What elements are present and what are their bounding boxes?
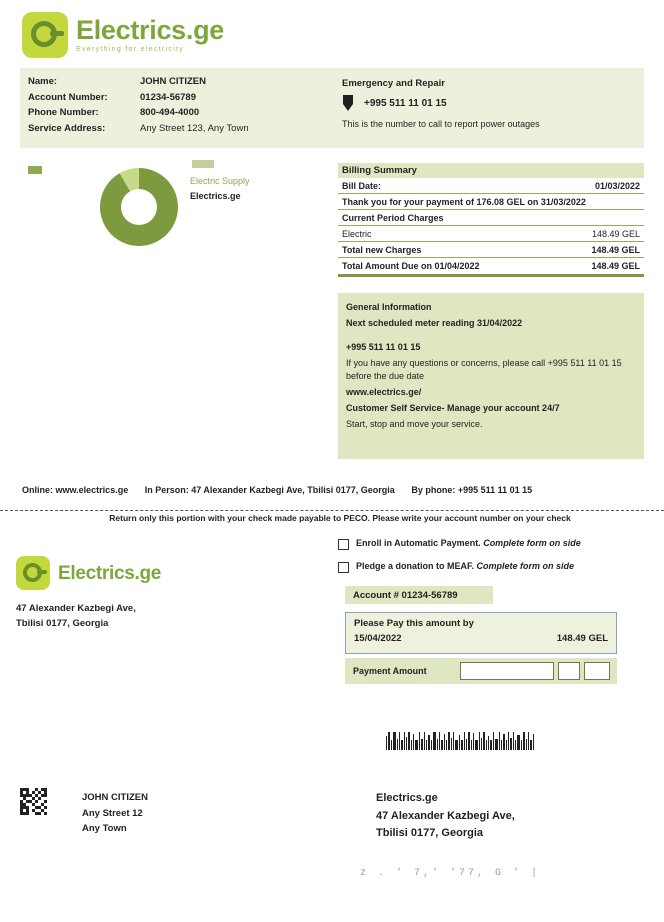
- general-information-panel: [338, 293, 644, 459]
- customer-address-row: [28, 123, 249, 134]
- payment-thanks: Thank you for your payment of 176.08 GEL on 31/03/2022: [338, 194, 644, 210]
- logo-name: Electrics.ge: [76, 15, 224, 45]
- company-logo: [22, 12, 224, 58]
- bill-date-row: [338, 178, 644, 194]
- general-info-website[interactable]: www.electrics.ge/: [346, 387, 422, 398]
- customer-name-value: JOHN CITIZEN: [140, 76, 206, 87]
- electric-charge-row: [338, 226, 644, 242]
- remit-company-name: Electrics.ge: [376, 792, 438, 804]
- pledge-donation-checkbox[interactable]: [338, 562, 349, 573]
- current-period-row: [338, 210, 644, 226]
- customer-info-band: [20, 68, 644, 148]
- billing-summary: [338, 163, 644, 277]
- barcode: [386, 730, 586, 750]
- emergency-block: [342, 78, 638, 129]
- current-period-label: Current Period Charges: [342, 213, 444, 223]
- total-amount-due-row: [338, 258, 644, 277]
- enroll-auto-payment-checkbox[interactable]: [338, 539, 349, 550]
- payment-amount-extra-input[interactable]: [584, 662, 610, 680]
- customer-phone-row: [28, 107, 249, 118]
- remit-company-line3: Tbilisi 0177, Georgia: [376, 827, 483, 840]
- pay-by-box: [345, 612, 617, 654]
- remit-customer-line2: Any Street 12: [82, 807, 143, 819]
- customer-details: [28, 76, 249, 138]
- stub-company-address: [16, 602, 136, 631]
- enroll-auto-payment-note: Complete form on side: [480, 538, 581, 548]
- customer-phone-value: 800-494-4000: [140, 107, 200, 118]
- qr-code: [20, 788, 46, 814]
- remit-company-address: [376, 790, 515, 843]
- remit-customer-name: JOHN CITIZEN: [82, 792, 148, 803]
- legend-swatch-left: [28, 166, 42, 174]
- pay-by-amount: 148.49 GEL: [556, 633, 608, 644]
- total-due-label: Total Amount Due on 01/04/2022: [342, 261, 480, 271]
- chart-legend-supply: Electric Supply: [190, 176, 250, 186]
- enroll-auto-payment-label: Enroll in Automatic Payment.: [356, 538, 481, 548]
- remit-customer-line3: Any Town: [82, 823, 127, 835]
- stub-logo: [16, 556, 161, 590]
- total-new-label: Total new Charges: [342, 245, 422, 255]
- customer-name-label: Name:: [28, 76, 58, 87]
- customer-phone-label: Phone Number:: [28, 107, 99, 118]
- legend-swatch-right: [192, 160, 214, 168]
- perforation-note: Return only this portion with your check made payable to PECO. Please write your account number on your check: [109, 513, 571, 523]
- customer-address-value: Any Street 123, Any Town: [140, 122, 249, 134]
- meter-reading-line: Next scheduled meter reading 31/04/2022: [346, 318, 523, 329]
- channel-by-phone: By phone: +995 511 11 01 15: [411, 485, 533, 495]
- emergency-phone: +995 511 11 01 15: [364, 97, 447, 109]
- chart-legend: [190, 176, 250, 201]
- customer-account-label: Account Number:: [28, 91, 108, 103]
- payment-amount-cents-input[interactable]: [558, 662, 580, 680]
- emergency-note: This is the number to call to report power outages: [342, 119, 540, 129]
- channel-online: Online: www.electrics.ge: [22, 485, 129, 495]
- electric-value: 148.49 GEL: [591, 229, 640, 239]
- bill-date-value: 01/03/2022: [594, 181, 640, 191]
- customer-name-row: [28, 76, 249, 87]
- total-new-value: 148.49 GEL: [591, 245, 640, 255]
- general-info-phone: +995 511 11 01 15: [346, 342, 421, 353]
- billing-summary-heading: Billing Summary: [338, 163, 644, 178]
- stub-address-line1: 47 Alexander Kazbegi Ave,: [16, 603, 136, 614]
- stub-account-number: Account # 01234-56789: [345, 586, 493, 604]
- electric-label: Electric: [342, 229, 372, 239]
- enroll-auto-payment-row[interactable]: [338, 538, 638, 550]
- customer-account-value: 01234-56789: [140, 91, 196, 103]
- general-info-title: General Information: [346, 302, 432, 312]
- payment-amount-label: Payment Amount: [353, 666, 427, 676]
- usage-donut-chart: [100, 168, 178, 246]
- stub-logo-name: Electrics.ge: [58, 562, 162, 584]
- pay-by-date: 15/04/2022: [354, 633, 402, 644]
- pledge-donation-note: Complete form on side: [474, 561, 575, 571]
- micr-line: z . ' 7,' '77, G ' |: [360, 868, 541, 879]
- customer-account-row: [28, 92, 249, 103]
- channel-in-person: In Person: 47 Alexander Kazbegi Ave, Tbilisi 0177, Georgia: [144, 485, 395, 495]
- remit-company-line2: 47 Alexander Kazbegi Ave,: [376, 809, 515, 822]
- stub-address-line2: Tbilisi 0177, Georgia: [16, 617, 109, 629]
- payment-amount-input[interactable]: [460, 662, 554, 680]
- stub-options: [338, 538, 638, 584]
- logo-tagline: Everything for electricity: [76, 46, 185, 53]
- pledge-donation-row[interactable]: [338, 561, 638, 573]
- total-new-charges-row: [338, 242, 644, 258]
- remit-customer-address: [82, 790, 148, 837]
- general-info-services: Start, stop and move your service.: [346, 419, 483, 430]
- bolt-icon: [342, 95, 354, 111]
- general-info-self-service: Customer Self Service- Manage your account 24/7: [346, 403, 560, 414]
- chart-legend-company: Electrics.ge: [190, 191, 241, 201]
- perforation-line: [0, 510, 664, 511]
- total-due-value: 148.49 GEL: [591, 261, 640, 271]
- pay-by-line1: Please Pay this amount by: [354, 618, 474, 629]
- payment-channels: [22, 485, 622, 495]
- payment-amount-bar: [345, 658, 617, 684]
- emergency-title: Emergency and Repair: [342, 78, 445, 89]
- stub-logo-mark-icon: [16, 556, 50, 590]
- logo-mark-icon: [22, 12, 68, 58]
- customer-address-label: Service Address:: [28, 122, 106, 134]
- pledge-donation-label: Pledge a donation to MEAF.: [356, 561, 475, 571]
- general-info-questions: If you have any questions or concerns, please call +995 511 11 01 15 before the due date: [346, 358, 622, 382]
- bill-date-label: Bill Date:: [342, 181, 382, 191]
